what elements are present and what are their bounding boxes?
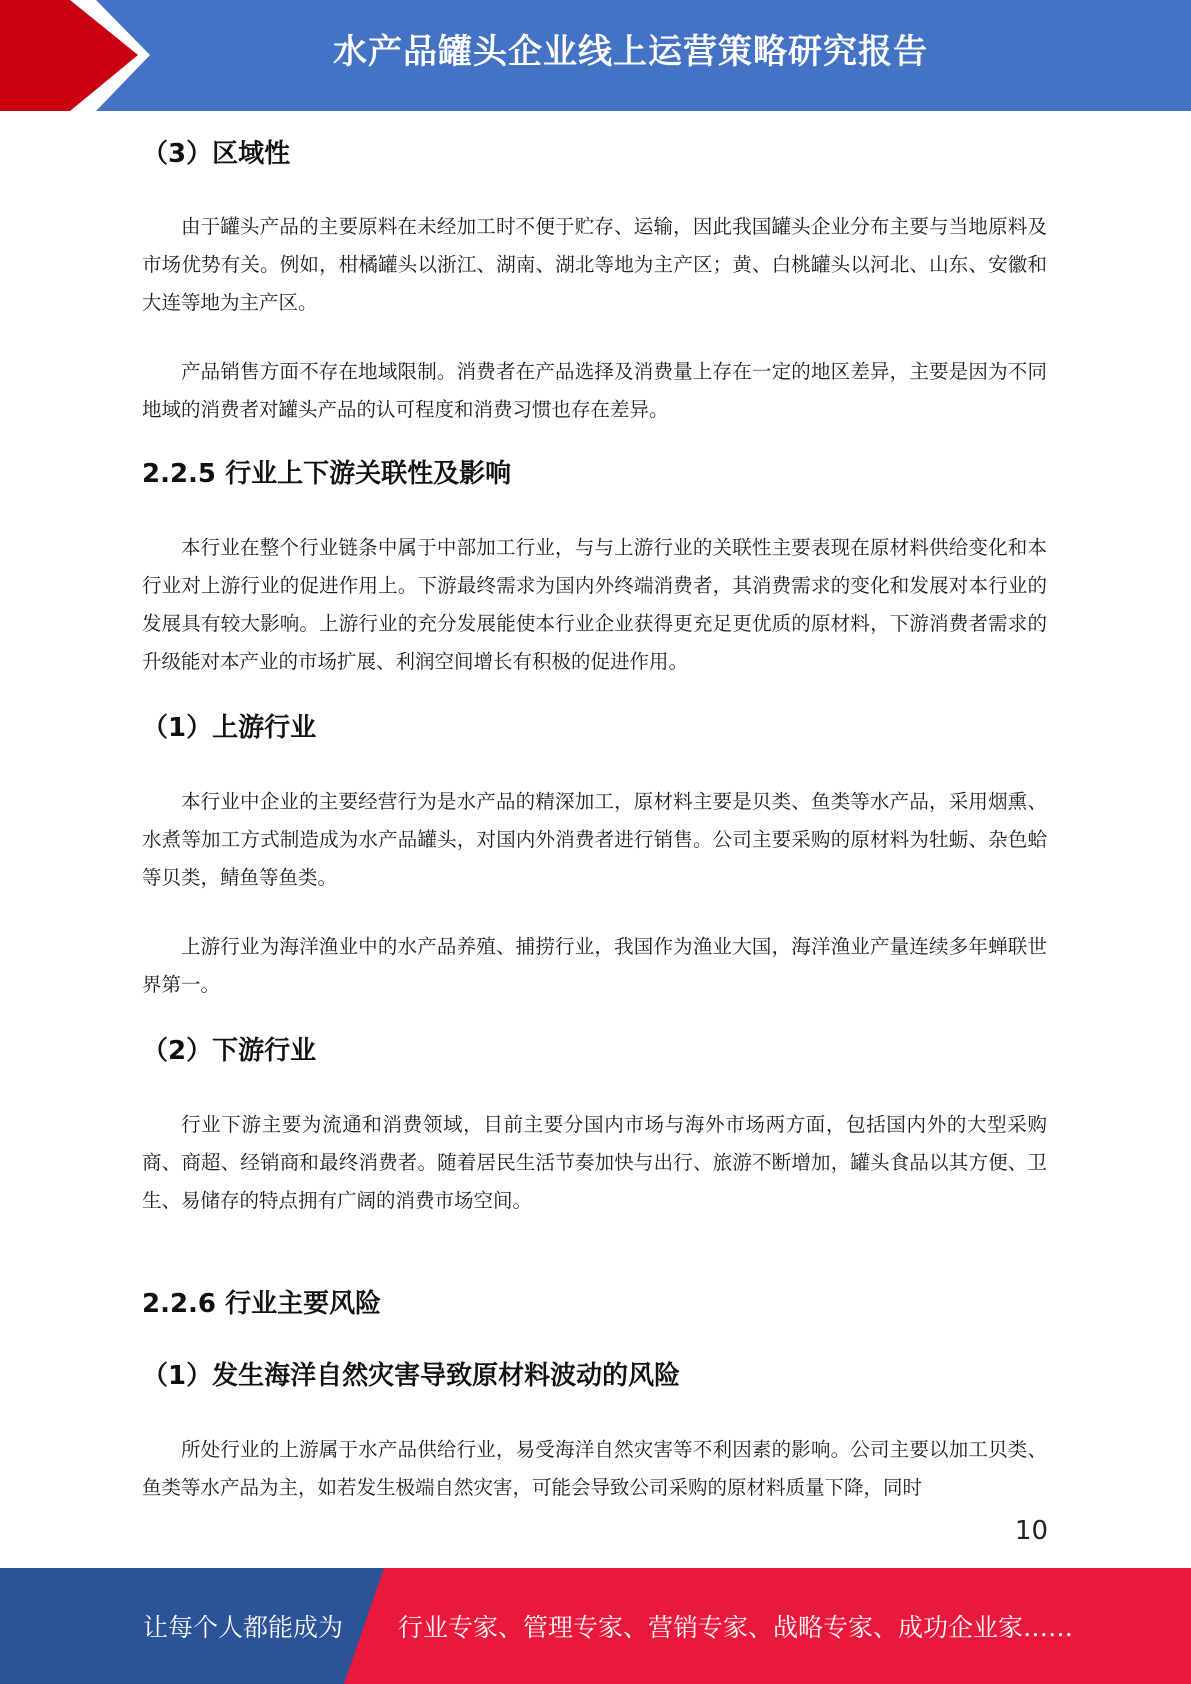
- page-footer: [0, 1568, 1191, 1684]
- heading-regional: （3）区域性: [142, 139, 291, 169]
- paragraph-regional-2: 产品销售方面不存在地域限制。消费者在产品选择及消费量上存在一定的地区差异，主要是因为不同地域的消费者对罐头产品的认可程度和消费习惯也存在差异。: [142, 360, 1047, 421]
- report-title: 水产品罐头企业线上运营策略研究报告: [333, 32, 928, 72]
- heading-downstream: （2）下游行业: [142, 1036, 317, 1066]
- heading-2-2-6: 2.2.6 行业主要风险: [142, 1289, 382, 1319]
- heading-2-2-5: 2.2.5 行业上下游关联性及影响: [142, 459, 512, 489]
- page-number: 10: [1014, 1516, 1048, 1546]
- heading-upstream: （1）上游行业: [142, 713, 317, 743]
- header-chevron-decoration: [0, 0, 160, 111]
- paragraph-risk-1: 所处行业的上游属于水产品供给行业，易受海洋自然灾害等不利因素的影响。公司主要以加工贝类、鱼类等水产品为主，如若发生极端自然灾害，可能会导致公司采购的原材料质量下降，同时: [142, 1438, 1047, 1499]
- page-header: [0, 0, 1191, 111]
- paragraph-regional-1: 由于罐头产品的主要原料在未经加工时不便于贮存、运输，因此我国罐头企业分布主要与当地原料及市场优势有关。例如，柑橘罐头以浙江、湖南、湖北等地为主产区；黄、白桃罐头以河北、山东、安徽和大连等地为主产区。: [142, 215, 1047, 314]
- paragraph-downstream: 行业下游主要为流通和消费领域，目前主要分国内市场与海外市场两方面，包括国内外的大型采购商、商超、经销商和最终消费者。随着居民生活节奏加快与出行、旅游不断增加，罐头食品以其方便、卫生、易储存的特点拥有广阔的消费市场空间。: [142, 1113, 1047, 1212]
- main-content: [142, 126, 1047, 1499]
- paragraph-upstream-1: 本行业中企业的主要经营行为是水产品的精深加工，原材料主要是贝类、鱼类等水产品，采用烟熏、水煮等加工方式制造成为水产品罐头，对国内外消费者进行销售。公司主要采购的原材料为牡蛎、杂色蛤等贝类，鲭鱼等鱼类。: [142, 790, 1047, 889]
- footer-slogan-right: 行业专家、管理专家、营销专家、战略专家、成功企业家……: [398, 1613, 1074, 1642]
- heading-risk-1: （1）发生海洋自然灾害导致原材料波动的风险: [142, 1361, 681, 1391]
- footer-slogan-left: 让每个人都能成为: [143, 1613, 344, 1642]
- paragraph-2-2-5: 本行业在整个行业链条中属于中部加工行业，与与上游行业的关联性主要表现在原材料供给变化和本行业对上游行业的促进作用上。下游最终需求为国内外终端消费者，其消费需求的变化和发展对本行业的发展具有较大影响。上游行业的充分发展能使本行业企业获得更充足更优质的原材料，下游消费者需求的升级能对本产业的市场扩展、利润空间增长有积极的促进作用。: [142, 536, 1047, 673]
- paragraph-upstream-2: 上游行业为海洋渔业中的水产品养殖、捕捞行业，我国作为渔业大国，海洋渔业产量连续多年蝉联世界第一。: [142, 935, 1047, 996]
